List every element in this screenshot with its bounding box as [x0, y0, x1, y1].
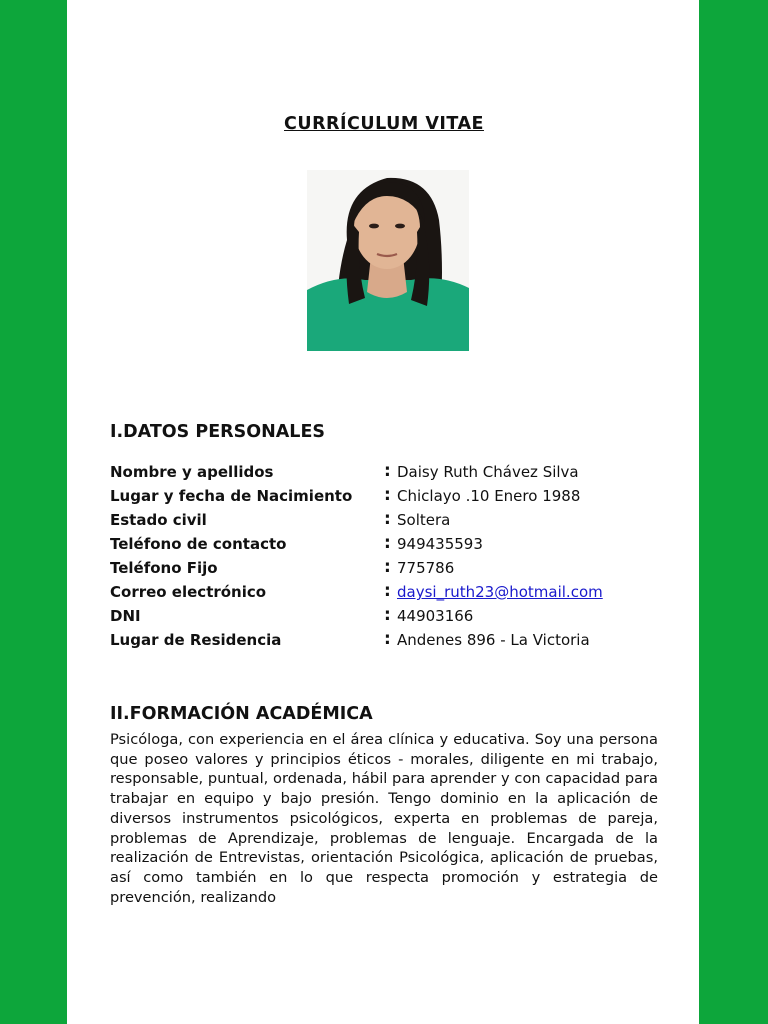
personal-data-list: [110, 461, 670, 653]
field-value: 775786: [397, 559, 455, 577]
profile-photo: [307, 170, 469, 351]
field-separator: :: [384, 509, 391, 529]
left-green-border: [0, 0, 67, 1024]
field-value: Andenes 896 - La Victoria: [397, 631, 590, 649]
field-label: DNI: [110, 607, 141, 625]
info-row-email: [110, 581, 670, 605]
info-row-contact-phone: [110, 533, 670, 557]
field-separator: :: [384, 533, 391, 553]
info-row-landline: [110, 557, 670, 581]
field-separator: :: [384, 629, 391, 649]
info-row-dni: [110, 605, 670, 629]
info-row-residence: [110, 629, 670, 653]
field-value: Daisy Ruth Chávez Silva: [397, 463, 579, 481]
section-heading-personal-data: I.DATOS PERSONALES: [110, 422, 326, 442]
document-title: CURRÍCULUM VITAE: [284, 114, 484, 134]
academic-paragraph: Psicóloga, con experiencia en el área clínica y educativa. Soy una persona que poseo valores y principios éticos - morales, diligente en mi trabajo, responsable, puntual, ordenada, hábil para aprender y con capacidad para trabajar en equipo y bajo presión. Tengo dominio en la aplicación de diversos instrumentos psicológicos, experta en problemas de pareja, problemas de Aprendizaje, problemas de lenguaje. Encargada de la realización de Entrevistas, orientación Psicológica, aplicación de pruebas, así como también en lo que respecta promoción y estrategia de prevención, realizando: [110, 731, 658, 906]
field-label: Correo electrónico: [110, 583, 267, 601]
field-value: 949435593: [397, 535, 483, 553]
info-row-marital-status: [110, 509, 670, 533]
field-value: Chiclayo .10 Enero 1988: [397, 487, 581, 505]
field-label: Lugar de Residencia: [110, 631, 282, 649]
field-label: Teléfono de contacto: [110, 535, 287, 553]
field-separator: :: [384, 557, 391, 577]
field-label: Lugar y fecha de Nacimiento: [110, 487, 353, 505]
info-row-birth: [110, 485, 670, 509]
field-separator: :: [384, 605, 391, 625]
field-separator: :: [384, 461, 391, 481]
info-row-name: [110, 461, 670, 485]
section-heading-academic: II.FORMACIÓN ACADÉMICA: [110, 704, 373, 724]
field-label: Estado civil: [110, 511, 207, 529]
email-link[interactable]: daysi_ruth23@hotmail.com: [397, 583, 603, 601]
field-label: Teléfono Fijo: [110, 559, 218, 577]
field-separator: :: [384, 485, 391, 505]
field-separator: :: [384, 581, 391, 601]
right-green-border: [699, 0, 768, 1024]
field-value: 44903166: [397, 607, 474, 625]
field-value: Soltera: [397, 511, 451, 529]
field-label: Nombre y apellidos: [110, 463, 274, 481]
